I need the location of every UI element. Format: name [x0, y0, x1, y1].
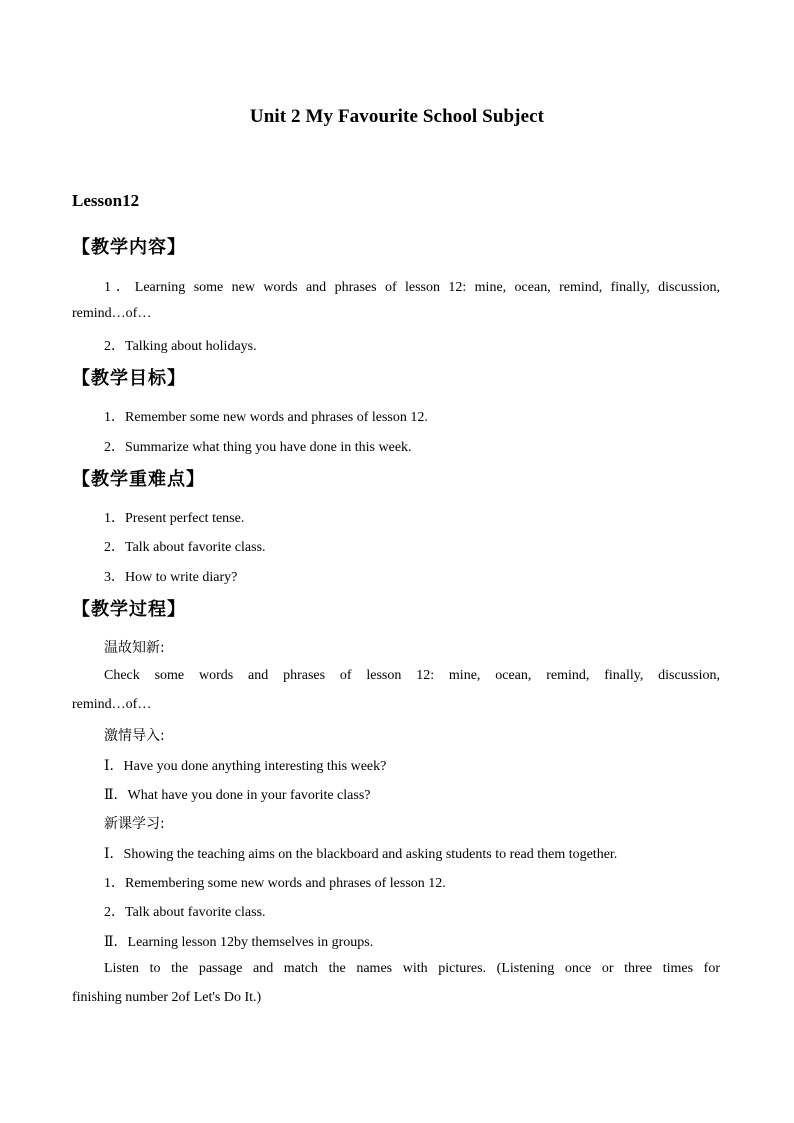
- review-text: Check some words and phrases of lesson 12: mine, ocean, remind, finally, discussion,: [104, 668, 720, 683]
- intro-label: 激情导入:: [104, 728, 165, 744]
- key-point-3: 3．How to write diary?: [104, 570, 238, 585]
- new-lesson-step-4: Ⅱ．Learning lesson 12by themselves in groups.: [104, 935, 374, 950]
- content-item-1-continued: remind…of…: [72, 306, 152, 321]
- section-heading-key-points: 【教学重难点】: [72, 469, 205, 490]
- content-item-2: 2．Talking about holidays.: [104, 339, 257, 354]
- section-heading-process: 【教学过程】: [72, 599, 186, 620]
- review-text-continued: remind…of…: [72, 697, 152, 712]
- new-lesson-label: 新课学习:: [104, 816, 165, 832]
- intro-question-2: Ⅱ．What have you done in your favorite class?: [104, 788, 371, 803]
- section-heading-aims: 【教学目标】: [72, 368, 186, 389]
- intro-question-1: Ⅰ．Have you done anything interesting this week?: [104, 759, 387, 774]
- key-point-1: 1．Present perfect tense.: [104, 511, 245, 526]
- new-lesson-step-1: Ⅰ．Showing the teaching aims on the blackboard and asking students to read them together.: [104, 847, 618, 862]
- lesson-label: Lesson12: [72, 191, 140, 210]
- key-point-2: 2．Talk about favorite class.: [104, 540, 266, 555]
- listen-instruction-continued: finishing number 2of Let's Do It.): [72, 990, 262, 1005]
- content-item-1: 1．Learning some new words and phrases of lesson 12: mine, ocean, remind, finally, discussion,: [104, 280, 720, 295]
- new-lesson-step-2: 1．Remembering some new words and phrases of lesson 12.: [104, 876, 446, 891]
- review-label: 温故知新:: [104, 640, 165, 656]
- new-lesson-step-3: 2．Talk about favorite class.: [104, 905, 266, 920]
- aims-item-2: 2．Summarize what thing you have done in this week.: [104, 440, 412, 455]
- listen-instruction: Listen to the passage and match the names with pictures. (Listening once or three times for: [104, 961, 720, 976]
- page-title: Unit 2 My Favourite School Subject: [249, 106, 545, 127]
- section-heading-content: 【教学内容】: [72, 237, 186, 258]
- aims-item-1: 1．Remember some new words and phrases of lesson 12.: [104, 410, 428, 425]
